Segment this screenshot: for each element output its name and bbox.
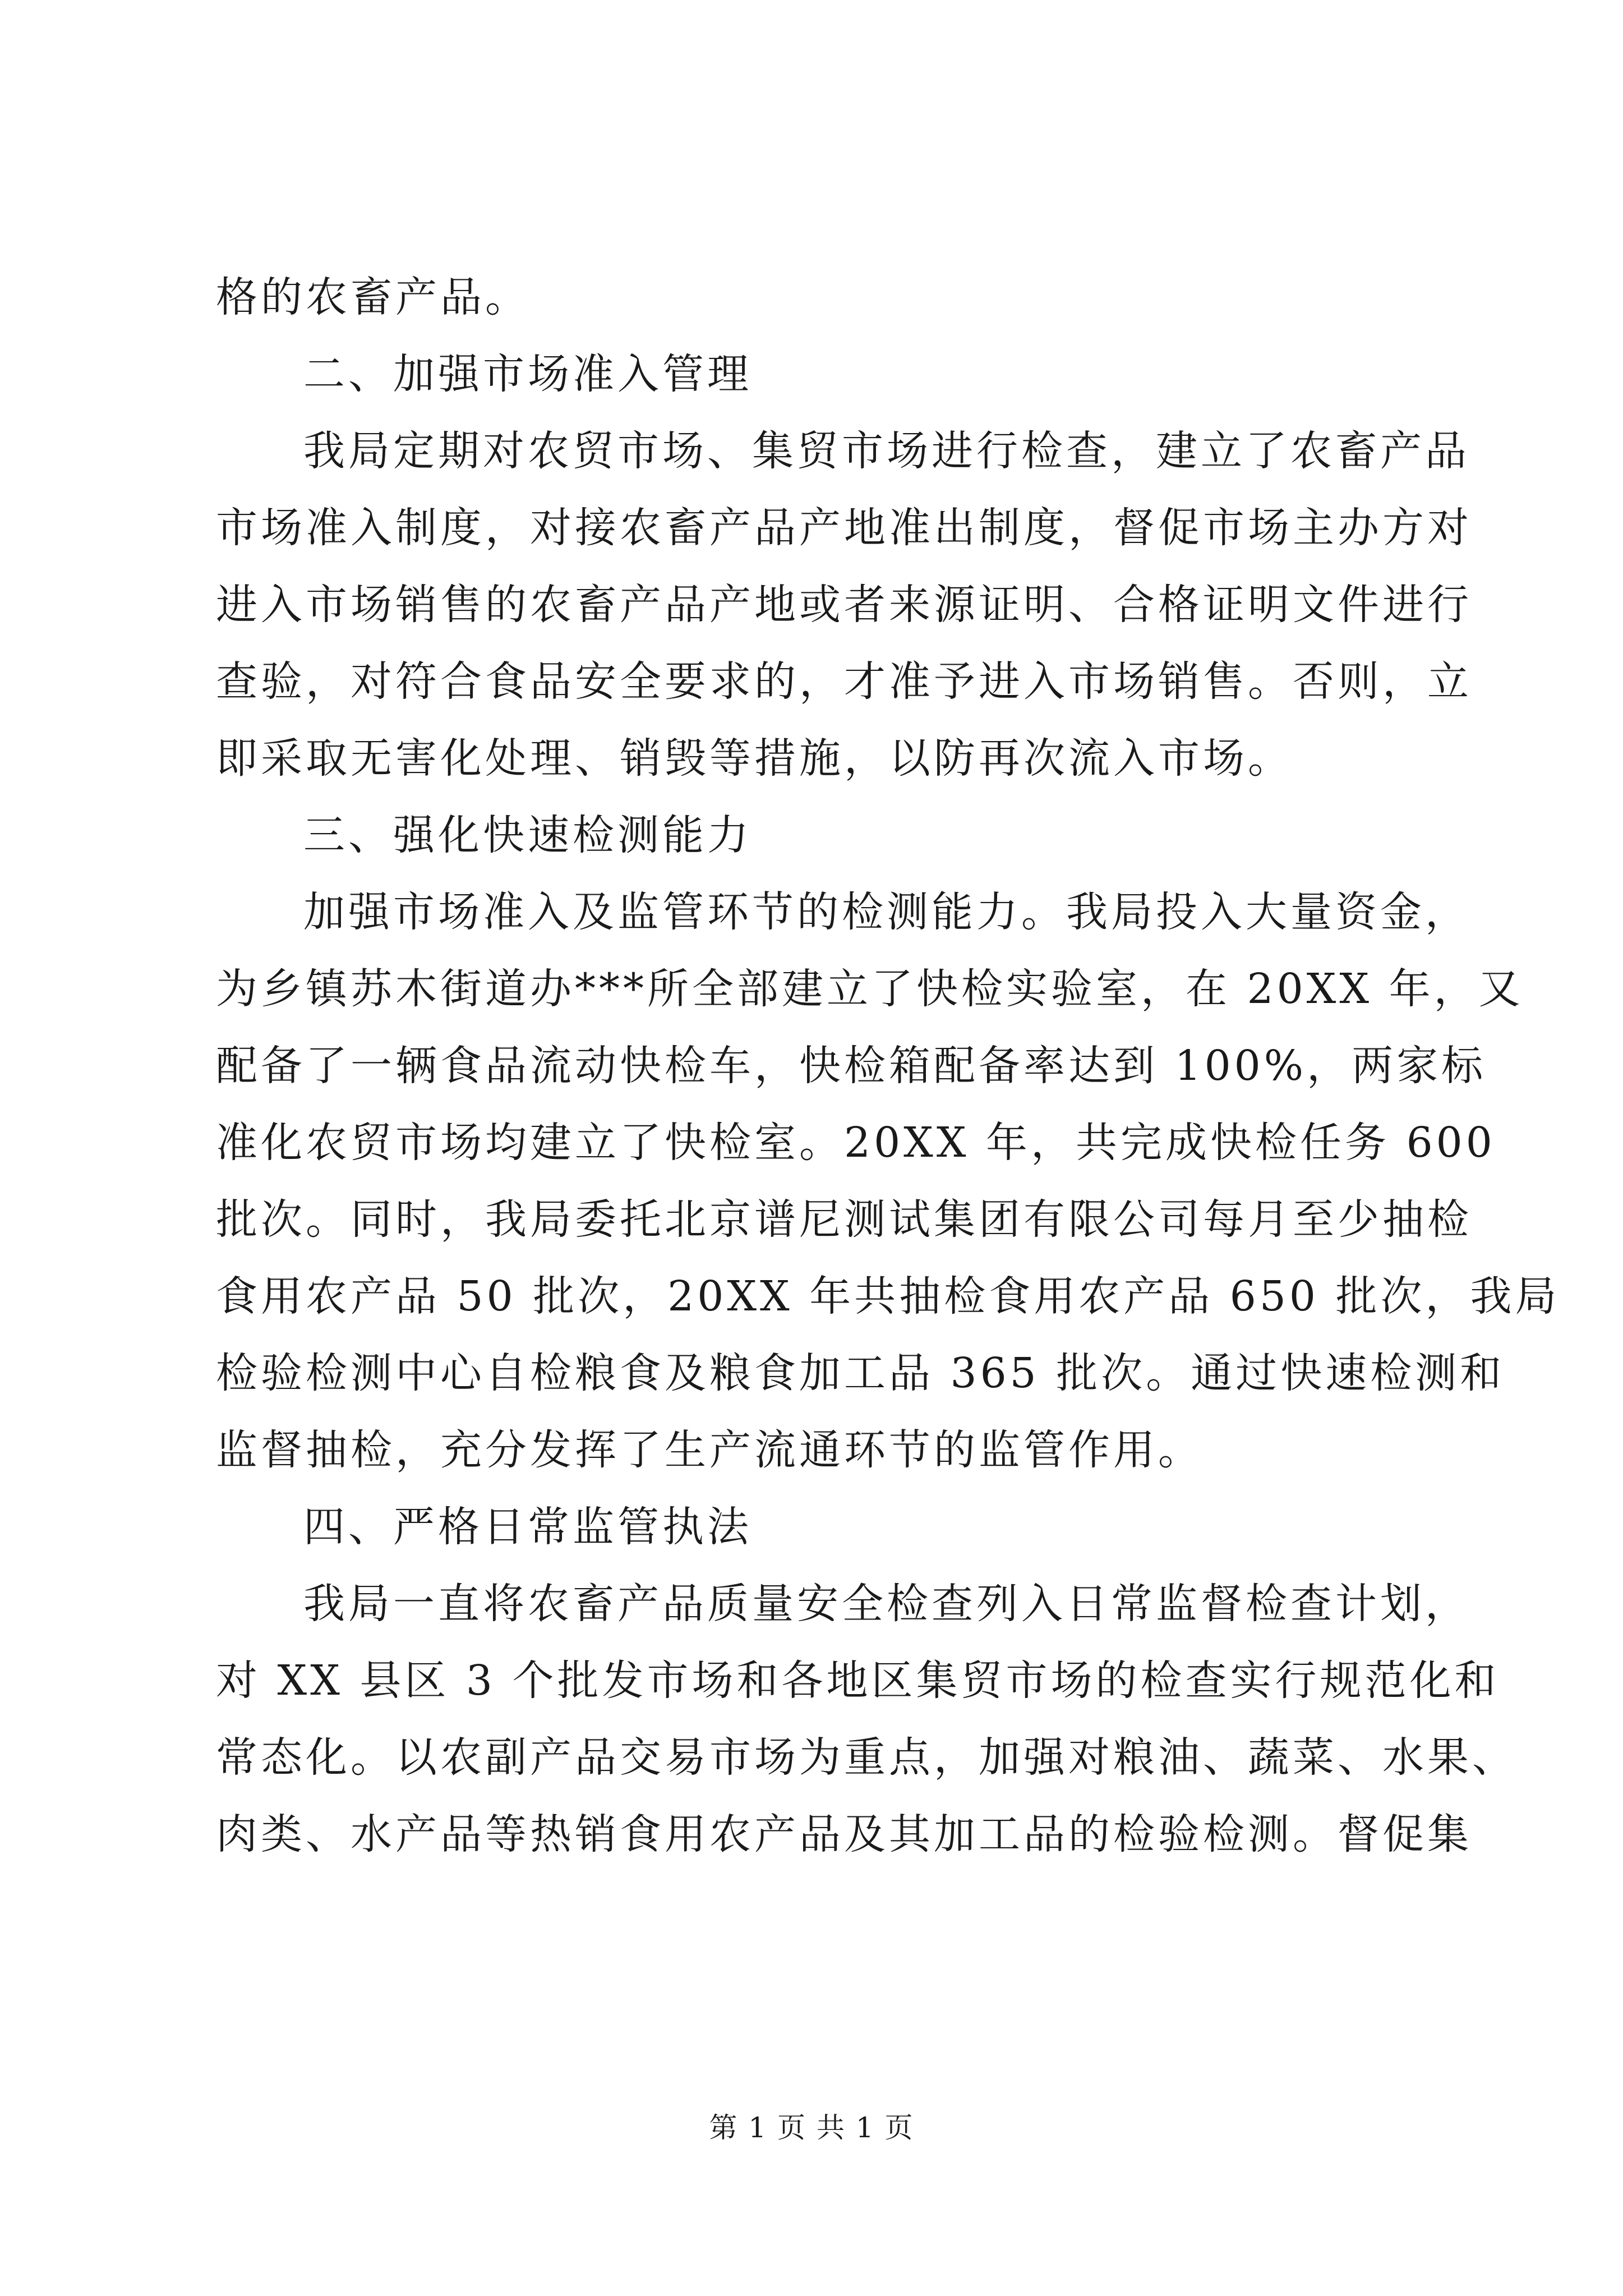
text-line: 查验，对符合食品安全要求的，才准予进入市场销售。否则，立	[216, 657, 1472, 706]
text-line: 我局一直将农畜产品质量安全检查列入日常监督检查计划，	[303, 1580, 1470, 1628]
text-line: 肉类、水产品等热销食用农产品及其加工品的检验检测。督促集	[216, 1810, 1472, 1858]
text-line: 即采取无害化处理、销毁等措施，以防再次流入市场。	[216, 734, 1293, 783]
text-line: 食用农产品 50 批次，20XX 年共抽检食用农产品 650 批次，我局	[216, 1272, 1560, 1320]
section-heading: 三、强化快速检测能力	[303, 811, 752, 859]
page-footer: 第 1 页 共 1 页	[709, 2111, 914, 2144]
text-line: 监督抽检，充分发挥了生产流通环节的监管作用。	[216, 1426, 1203, 1474]
text-line: 对 XX 县区 3 个批发市场和各地区集贸市场的检查实行规范化和	[216, 1657, 1500, 1705]
text-line: 市场准入制度，对接农畜产品产地准出制度，督促市场主办方对	[216, 504, 1472, 552]
text-line: 进入市场销售的农畜产品产地或者来源证明、合格证明文件进行	[216, 581, 1472, 629]
text-line: 检验检测中心自检粮食及粮食加工品 365 批次。通过快速检测和	[216, 1349, 1505, 1397]
text-line: 格的农畜产品。	[216, 273, 530, 321]
text-line: 为乡镇苏木街道办***所全部建立了快检实验室，在 20XX 年，又	[216, 965, 1524, 1013]
text-line: 常态化。以农副产品交易市场为重点，加强对粮油、蔬菜、水果、	[216, 1733, 1517, 1782]
text-line: 准化农贸市场均建立了快检室。20XX 年，共完成快检任务 600	[216, 1119, 1496, 1167]
text-line: 批次。同时，我局委托北京谱尼测试集团有限公司每月至少抽检	[216, 1195, 1472, 1244]
text-line: 加强市场准入及监管环节的检测能力。我局投入大量资金，	[303, 888, 1470, 936]
text-line: 配备了一辆食品流动快检车，快检箱配备率达到 100%，两家标	[216, 1042, 1487, 1090]
section-heading: 二、加强市场准入管理	[303, 350, 752, 398]
document-body	[216, 259, 1560, 1873]
section-heading: 四、严格日常监管执法	[303, 1503, 752, 1551]
text-line: 我局定期对农贸市场、集贸市场进行检查，建立了农畜产品	[303, 427, 1470, 475]
